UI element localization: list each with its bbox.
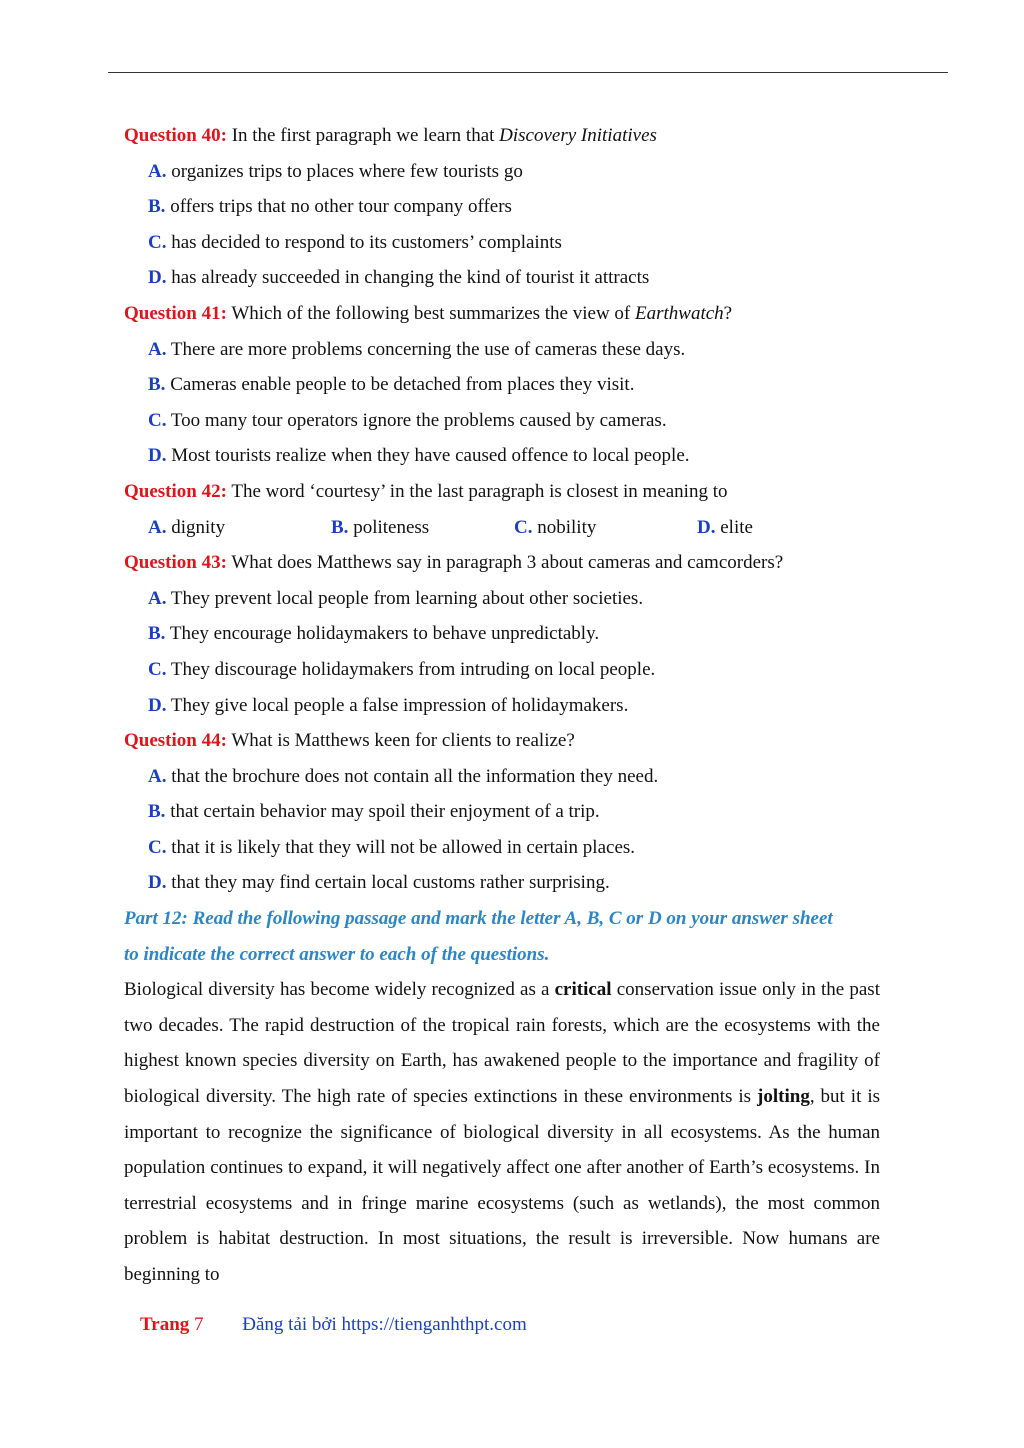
option-44-a: [124, 759, 880, 795]
question-42-stem: [124, 474, 880, 510]
option-letter: A.: [148, 765, 167, 787]
option-text: Most tourists realize when they have caused offence to local people.: [166, 445, 690, 467]
option-40-b: [124, 189, 880, 225]
uploaded-by-link[interactable]: Đăng tải bởi https://tienganhthpt.com: [242, 1314, 527, 1335]
part-12-instruction: [124, 901, 880, 972]
option-41-b: [124, 367, 880, 403]
option-row-42: [124, 510, 880, 546]
header-rule: [108, 72, 948, 73]
option-text: They encourage holidaymakers to behave unpredictably.: [165, 623, 600, 645]
question-label: Question 40:: [124, 125, 227, 146]
option-43-c: [124, 652, 880, 688]
question-label: Question 43:: [124, 552, 227, 574]
option-text: that the brochure does not contain all the information they need.: [166, 765, 659, 787]
option-letter: D.: [148, 445, 167, 467]
option-text: offers trips that no other tour company offers: [165, 196, 512, 218]
option-44-d: [124, 865, 880, 901]
question-text: The word ‘courtesy’ in the last paragraph is closest in meaning to: [226, 480, 728, 502]
option-letter: B.: [148, 374, 166, 396]
option-text: elite: [715, 516, 753, 538]
question-italic-text: Discovery Initiatives: [499, 125, 657, 146]
highlighted-word-jolting: jolting: [757, 1086, 810, 1108]
option-43-b: [124, 616, 880, 652]
question-text: What is Matthews keen for clients to realize?: [226, 730, 575, 752]
option-42-b: [331, 510, 514, 546]
question-44-stem: [124, 723, 880, 759]
option-40-d: [124, 260, 880, 296]
option-text: Too many tour operators ignore the problems caused by cameras.: [166, 409, 667, 431]
option-text: They prevent local people from learning about other societies.: [166, 587, 644, 609]
question-italic-text: Earthwatch: [635, 302, 724, 324]
option-letter: A.: [148, 160, 167, 182]
question-text: In the first paragraph we learn that: [226, 125, 500, 146]
option-42-c: [514, 510, 697, 546]
question-label: Question 41:: [124, 302, 227, 324]
option-letter: B.: [148, 801, 166, 823]
question-40-stem: [124, 118, 880, 154]
question-41-stem: Question 41: Which of the following best summarizes the view of Earthwatch?: [124, 302, 733, 324]
option-letter: D.: [697, 516, 716, 538]
option-42-a: [148, 510, 331, 546]
option-letter: D.: [148, 694, 167, 716]
option-42-d: [697, 510, 880, 546]
option-letter: C.: [148, 836, 167, 858]
option-text: They give local people a false impression of holidaymakers.: [166, 694, 629, 716]
page-footer: [140, 1314, 527, 1336]
part-instruction-line: Part 12: Read the following passage and mark the letter A, B, C or D on your answer sheet: [124, 908, 833, 930]
option-text: that they may find certain local customs rather surprising.: [166, 872, 610, 894]
option-text: has decided to respond to its customers’ complaints: [166, 231, 562, 253]
option-letter: C.: [514, 516, 533, 538]
option-41-a: [124, 332, 880, 368]
option-text: organizes trips to places where few tourists go: [166, 160, 523, 182]
option-text: There are more problems concerning the use of cameras these days.: [166, 338, 686, 360]
reading-passage: Biological diversity has become widely recognized as a critical conservation issue only in the past two decades. The rapid destruction of the tropical rain forests, which are the ecosystems with the highest known species diversity on Earth, has awakened people to the importance and fragility of biological diversity. The high rate of species extinctions in these environments is jolting, but it is important to recognize the significance of biological diversity in all ecosystems. As the human population continues to expand, it will negatively affect one after another of Earth’s ecosystems. In terrestrial ecosystems and in fringe marine ecosystems (such as wetlands), the most common problem is habitat destruction. In most situations, the result is irreversible. Now humans are beginning to: [124, 979, 880, 1285]
option-text: has already succeeded in changing the kind of tourist it attracts: [166, 267, 650, 289]
part-instruction-line: to indicate the correct answer to each of the questions.: [124, 943, 550, 965]
option-40-a: [124, 154, 880, 190]
option-text: Cameras enable people to be detached from places they visit.: [165, 374, 635, 396]
page-label: Trang: [140, 1314, 190, 1335]
highlighted-word-critical: critical: [554, 979, 612, 1001]
option-letter: C.: [148, 231, 167, 253]
question-43-stem: [124, 545, 880, 581]
option-44-c: [124, 830, 880, 866]
option-letter: B.: [148, 196, 166, 218]
option-text: that it is likely that they will not be allowed in certain places.: [166, 836, 636, 858]
option-text: that certain behavior may spoil their enjoyment of a trip.: [165, 801, 600, 823]
option-44-b: [124, 794, 880, 830]
option-text: They discourage holidaymakers from intruding on local people.: [166, 658, 656, 680]
question-text: Which of the following best summarizes the view of: [226, 302, 635, 324]
option-letter: A.: [148, 338, 167, 360]
question-label: Question 44:: [124, 730, 227, 752]
option-letter: A.: [148, 516, 167, 538]
option-43-d: [124, 688, 880, 724]
option-letter: D.: [148, 267, 167, 289]
option-text: politeness: [348, 516, 430, 538]
option-40-c: [124, 225, 880, 261]
option-43-a: [124, 581, 880, 617]
option-letter: B.: [331, 516, 349, 538]
option-letter: D.: [148, 872, 167, 894]
option-letter: C.: [148, 409, 167, 431]
question-text: What does Matthews say in paragraph 3 about cameras and camcorders?: [226, 552, 784, 574]
option-letter: B.: [148, 623, 166, 645]
option-letter: A.: [148, 587, 167, 609]
option-text: dignity: [166, 516, 226, 538]
page-number: 7: [194, 1314, 204, 1335]
option-41-d: [124, 438, 880, 474]
option-letter: C.: [148, 658, 167, 680]
option-text: nobility: [532, 516, 597, 538]
page-content: [124, 118, 880, 1293]
option-41-c: [124, 403, 880, 439]
question-label: Question 42:: [124, 480, 227, 502]
